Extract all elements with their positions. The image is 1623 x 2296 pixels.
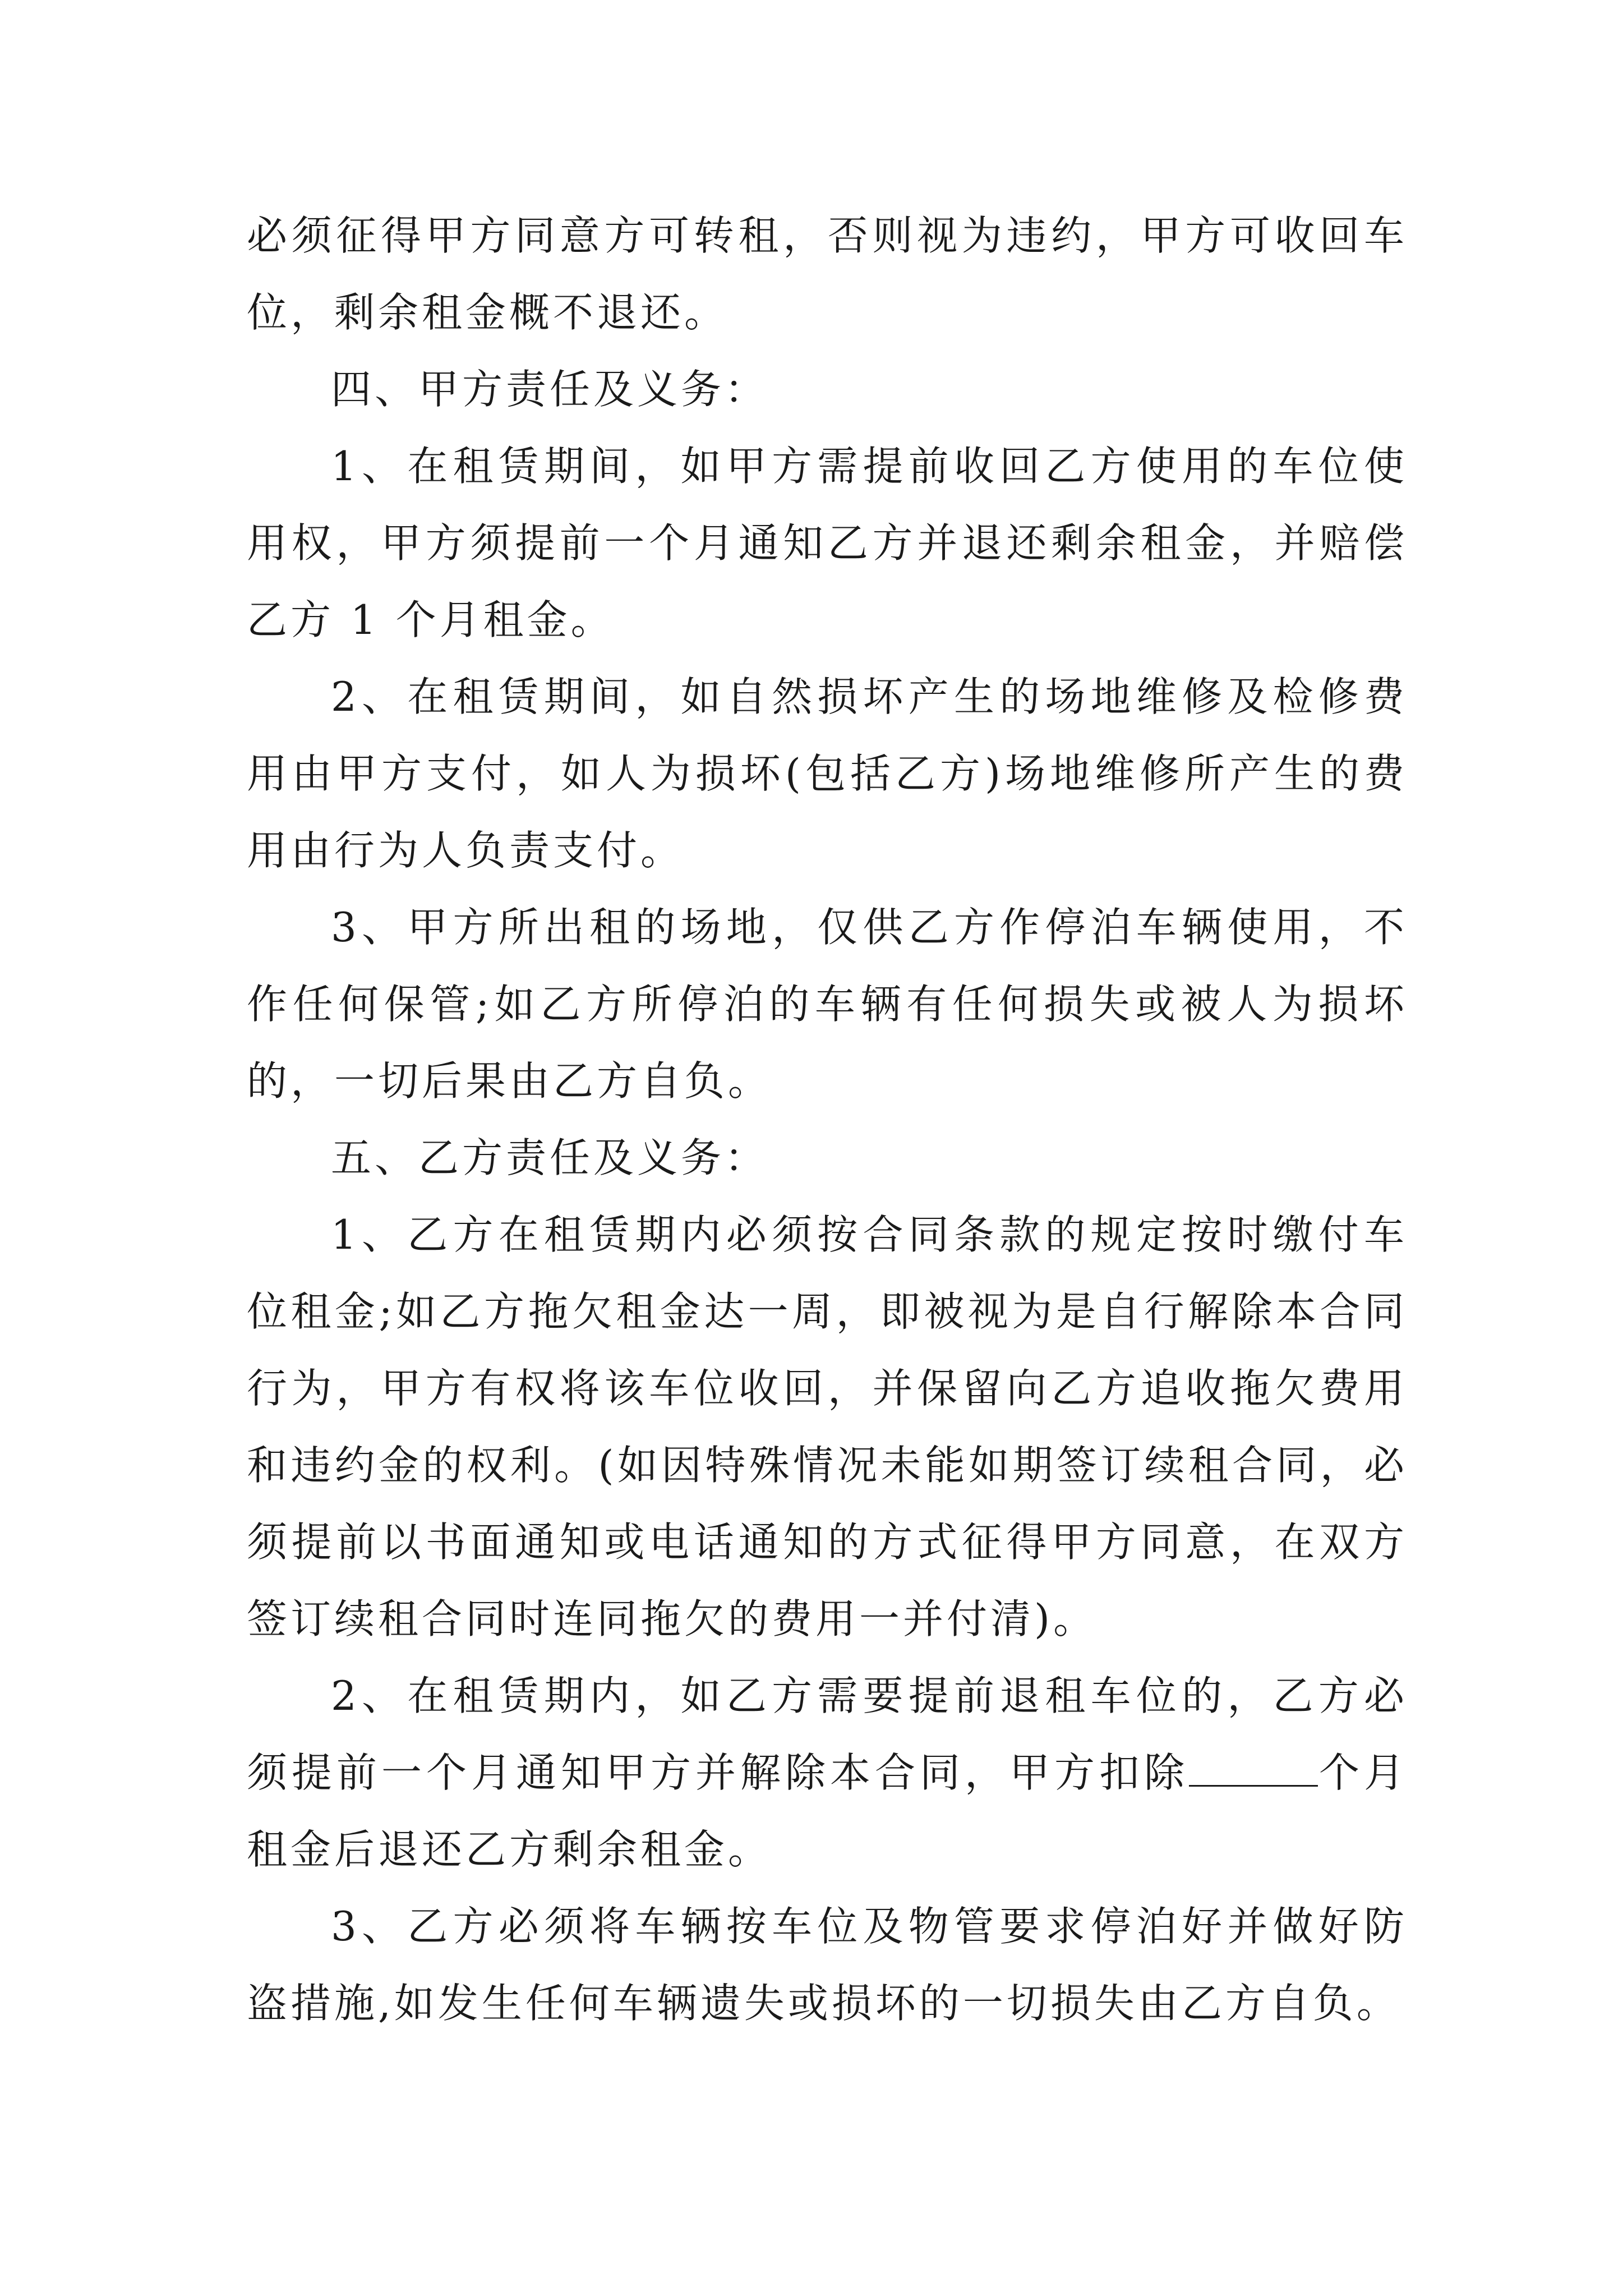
clause-4-2: 2、在租赁期间，如自然损坏产生的场地维修及检修费用由甲方支付，如人为损坏(包括乙方)场地维修所产生的费用由行为人负责支付。 — [247, 673, 1408, 874]
clause-5-2-part-b: 个月租金后退还乙方剩余租金。 — [247, 1749, 1408, 1873]
clause-5-2-part-a: 2、在租赁期内，如乙方需要提前退租车位的，乙方必须提前一个月通知甲方并解除本合同，甲方扣除 — [247, 1672, 1408, 1796]
clause-5-3: 3、乙方必须将车辆按车位及物管要求停泊好并做好防盗措施,如发生任何车辆遗失或损坏的一切损失由乙方自负。 — [247, 1903, 1408, 2027]
section-heading-5: 五、乙方责任及义务： — [331, 1134, 769, 1181]
document-body — [247, 197, 1408, 2042]
fill-in-blank[interactable] — [1189, 1751, 1318, 1787]
clause-4-1: 1、在租赁期间，如甲方需提前收回乙方使用的车位使用权，甲方须提前一个月通知乙方并退还剩余租金，并赔偿乙方 1 个月租金。 — [247, 443, 1408, 643]
paragraph-continuation: 必须征得甲方同意方可转租，否则视为违约，甲方可收回车位，剩余租金概不退还。 — [247, 212, 1408, 336]
section-heading-4: 四、甲方责任及义务： — [331, 366, 769, 413]
clause-5-1: 1、乙方在租赁期内必须按合同条款的规定按时缴付车位租金;如乙方拖欠租金达一周，即被视为是自行解除本合同行为，甲方有权将该车位收回，并保留向乙方追收拖欠费用和违约金的权利。(如因特殊情况未能如期签订续租合同，必须提前以书面通知或电话通知的方式征得甲方同意，在双方签订续租合同时连同拖欠的费用一并付清)。 — [247, 1211, 1408, 1642]
clause-4-3: 3、甲方所出租的场地，仅供乙方作停泊车辆使用，不作任何保管;如乙方所停泊的车辆有任何损失或被人为损坏的，一切后果由乙方自负。 — [247, 904, 1408, 1105]
clause-5-2 — [247, 1658, 1408, 1888]
